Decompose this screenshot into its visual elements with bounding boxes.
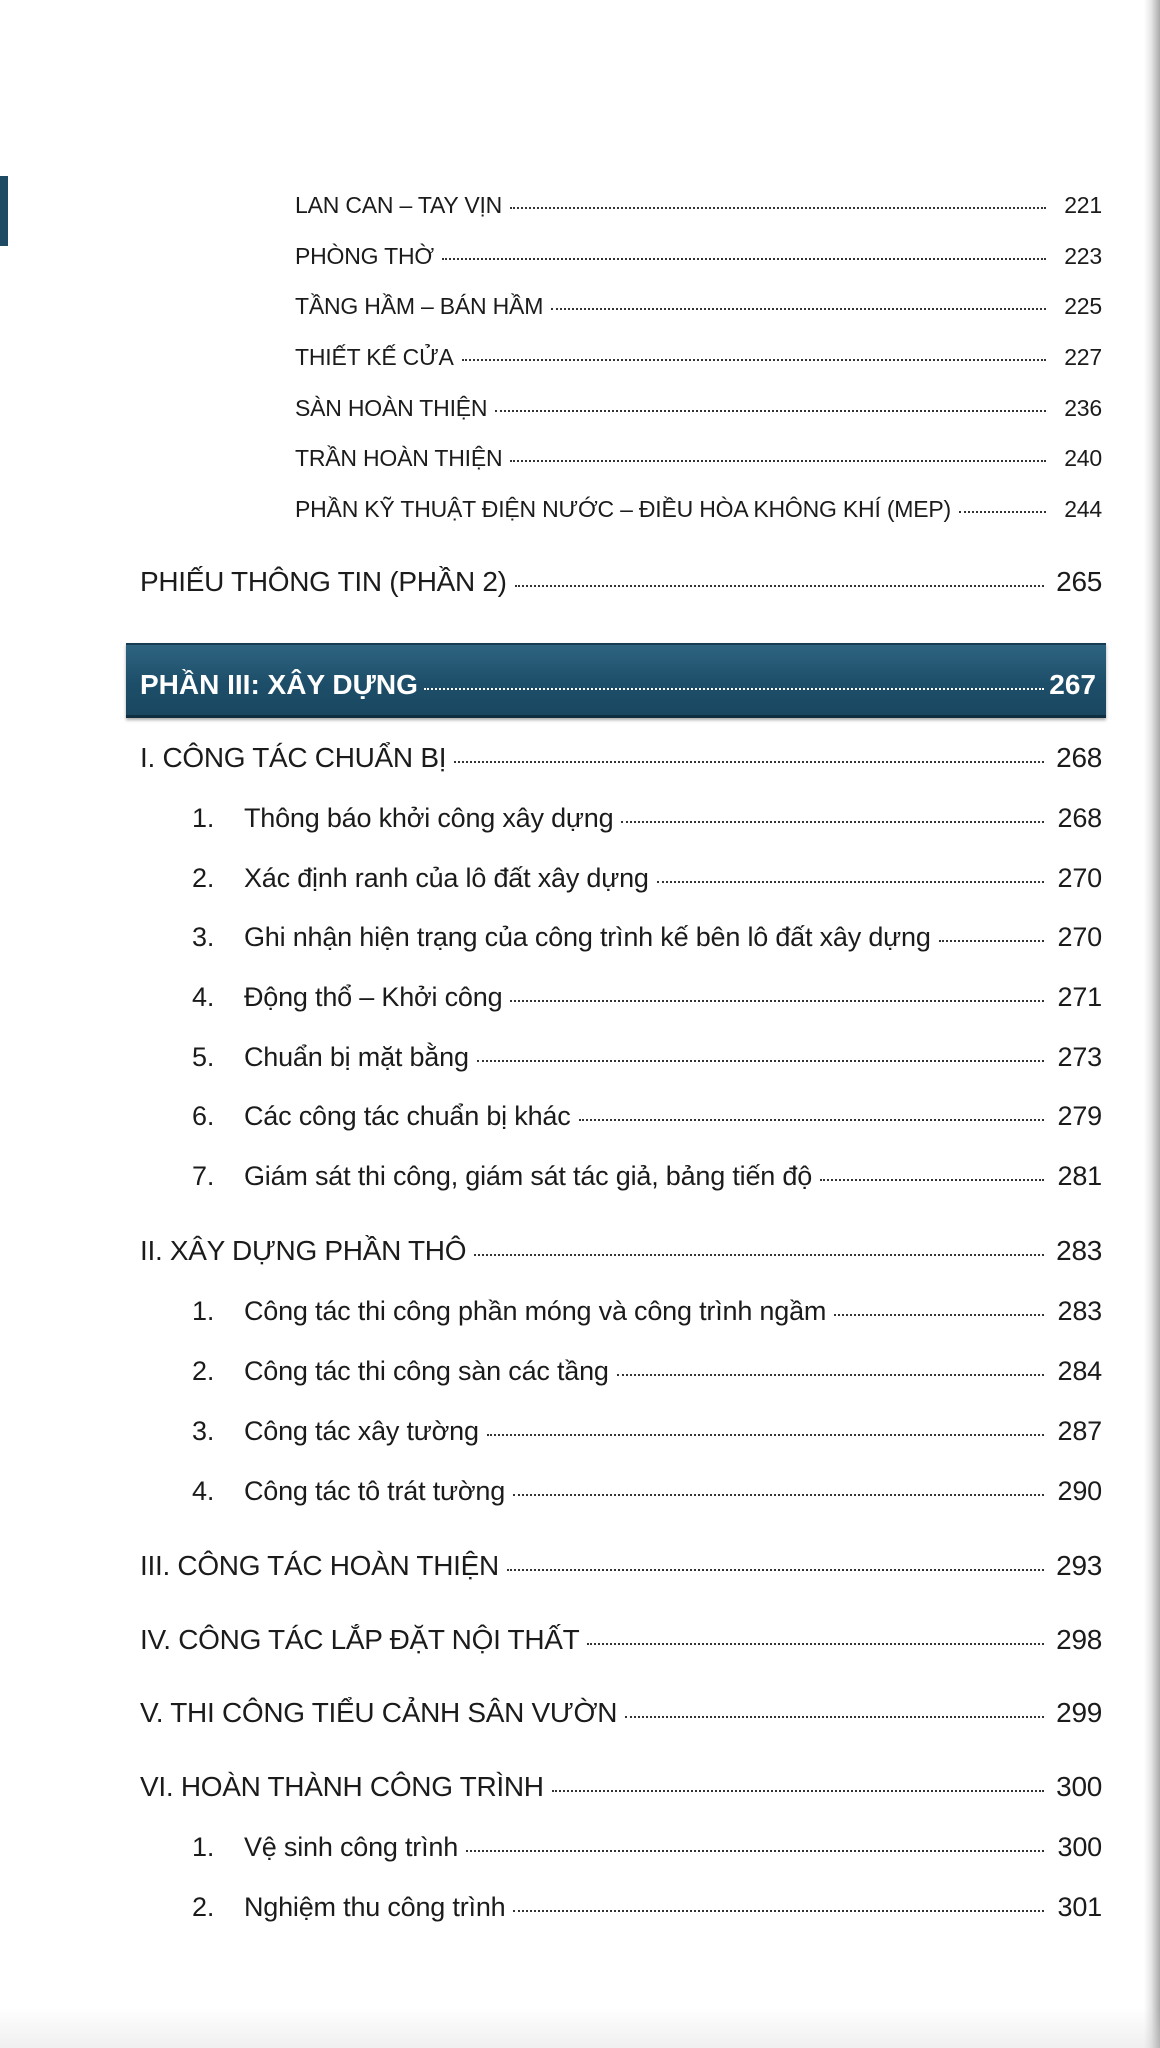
toc-entry-thiet-ke-cua[interactable]	[295, 344, 1102, 371]
toc-item-page: 268	[1057, 803, 1102, 833]
toc-item[interactable]	[192, 803, 1102, 834]
toc-item-label: Vệ sinh công trình	[244, 1832, 459, 1862]
toc-item[interactable]	[192, 1101, 1102, 1132]
toc-item-page: 287	[1057, 1416, 1102, 1446]
toc-entry-page: 265	[1056, 566, 1102, 597]
toc-section-2[interactable]	[140, 1235, 1102, 1267]
toc-item-number: 4.	[192, 982, 215, 1012]
toc-item-label: Công tác tô trát tường	[244, 1476, 506, 1506]
dot-leader	[625, 1716, 1044, 1718]
toc-entry-lan-can[interactable]	[295, 192, 1102, 219]
dot-leader	[466, 1850, 1044, 1852]
toc-item[interactable]	[192, 982, 1102, 1013]
toc-item-label: Thông báo khởi công xây dựng	[244, 803, 614, 833]
dot-leader	[510, 1000, 1044, 1002]
dot-leader	[820, 1179, 1044, 1181]
page-edge-shadow	[1144, 0, 1160, 2048]
toc-entry-label: PHẦN KỸ THUẬT ĐIỆN NƯỚC – ĐIỀU HÒA KHÔNG KHÍ (MEP)	[295, 496, 952, 522]
toc-entry-page: 236	[1064, 395, 1102, 421]
toc-entry-info-sheet[interactable]	[140, 566, 1102, 598]
toc-entry-tang-ham[interactable]	[295, 293, 1102, 320]
toc-item-number: 5.	[192, 1042, 215, 1072]
dot-leader	[552, 1790, 1044, 1792]
toc-section-page: 268	[1056, 742, 1102, 773]
toc-item-page: 281	[1057, 1161, 1102, 1191]
toc-section-5[interactable]	[140, 1697, 1102, 1729]
toc-entry-label: TẦNG HẦM – BÁN HẦM	[295, 293, 544, 319]
page-bottom-shadow	[0, 2008, 1160, 2048]
toc-item[interactable]	[192, 1356, 1102, 1387]
part-heading-page: 267	[1049, 669, 1096, 700]
toc-item-number: 1.	[192, 1296, 215, 1326]
dot-leader	[454, 761, 1044, 763]
toc-item-number: 4.	[192, 1476, 215, 1506]
toc-item[interactable]	[192, 1042, 1102, 1073]
dot-leader	[510, 460, 1046, 462]
toc-entry-label: PHIẾU THÔNG TIN (PHẦN 2)	[140, 566, 507, 597]
toc-section-1[interactable]	[140, 742, 1102, 774]
toc-item[interactable]	[192, 1161, 1102, 1192]
toc-item-number: 3.	[192, 922, 215, 952]
toc-entry-page: 225	[1064, 293, 1102, 319]
dot-leader	[495, 410, 1046, 412]
toc-item-page: 301	[1057, 1892, 1102, 1922]
toc-item-label: Chuẩn bị mặt bằng	[244, 1042, 469, 1072]
toc-item-label: Xác định ranh của lô đất xây dựng	[244, 863, 649, 893]
dot-leader	[462, 359, 1046, 361]
toc-section-page: 299	[1056, 1697, 1102, 1728]
toc-section-label: III. CÔNG TÁC HOÀN THIỆN	[140, 1550, 499, 1581]
dot-leader	[474, 1254, 1044, 1256]
toc-item-label: Các công tác chuẩn bị khác	[244, 1101, 571, 1131]
toc-item-label: Công tác thi công sàn các tầng	[244, 1356, 609, 1386]
toc-item-label: Công tác xây tường	[244, 1416, 479, 1446]
toc-item-page: 273	[1057, 1042, 1102, 1072]
toc-item-label: Nghiệm thu công trình	[244, 1892, 506, 1922]
dot-leader	[442, 258, 1046, 260]
toc-entry-san-hoan-thien[interactable]	[295, 395, 1102, 422]
part-heading-banner[interactable]	[126, 643, 1106, 718]
toc-entry-page: 223	[1064, 243, 1102, 269]
toc-item-page: 284	[1057, 1356, 1102, 1386]
toc-item-label: Động thổ – Khởi công	[244, 982, 503, 1012]
toc-section-label: II. XÂY DỰNG PHẦN THÔ	[140, 1235, 467, 1266]
toc-entry-mep[interactable]	[295, 496, 1102, 523]
dot-leader	[507, 1569, 1044, 1571]
toc-item[interactable]	[192, 1892, 1102, 1923]
toc-section-label: IV. CÔNG TÁC LẮP ĐẶT NỘI THẤT	[140, 1624, 580, 1655]
toc-item[interactable]	[192, 1476, 1102, 1507]
dot-leader	[515, 585, 1044, 587]
dot-leader	[834, 1314, 1044, 1316]
toc-item[interactable]	[192, 1296, 1102, 1327]
toc-item[interactable]	[192, 863, 1102, 894]
toc-entry-label: TRẦN HOÀN THIỆN	[295, 445, 503, 471]
toc-entry-label: SÀN HOÀN THIỆN	[295, 395, 488, 421]
toc-item-page: 270	[1057, 922, 1102, 952]
dot-leader	[513, 1910, 1044, 1912]
toc-section-4[interactable]	[140, 1624, 1102, 1656]
toc-item-label: Giám sát thi công, giám sát tác giả, bảng tiến độ	[244, 1161, 813, 1191]
toc-section-label: I. CÔNG TÁC CHUẨN BỊ	[140, 742, 447, 773]
toc-item-number: 2.	[192, 863, 215, 893]
toc-entry-page: 240	[1064, 445, 1102, 471]
part-heading-row	[140, 669, 1096, 701]
toc-section-6[interactable]	[140, 1771, 1102, 1803]
toc-entry-label: LAN CAN – TAY VỊN	[295, 192, 503, 218]
dot-leader	[510, 207, 1046, 209]
dot-leader	[477, 1060, 1044, 1062]
toc-item-page: 279	[1057, 1101, 1102, 1131]
dot-leader	[513, 1494, 1044, 1496]
toc-item-number: 1.	[192, 1832, 215, 1862]
toc-item-page: 270	[1057, 863, 1102, 893]
dot-leader	[657, 881, 1044, 883]
dot-leader	[587, 1643, 1044, 1645]
part-heading-label: PHẦN III: XÂY DỰNG	[140, 669, 418, 700]
toc-entry-page: 221	[1064, 192, 1102, 218]
toc-section-label: V. THI CÔNG TIỂU CẢNH SÂN VƯỜN	[140, 1697, 618, 1728]
toc-item-number: 2.	[192, 1892, 215, 1922]
toc-section-label: VI. HOÀN THÀNH CÔNG TRÌNH	[140, 1771, 544, 1802]
toc-item-page: 283	[1057, 1296, 1102, 1326]
toc-item-page: 300	[1057, 1832, 1102, 1862]
toc-section-page: 283	[1056, 1235, 1102, 1266]
toc-item-number: 1.	[192, 803, 215, 833]
dot-leader	[621, 821, 1044, 823]
toc-entry-page: 244	[1064, 496, 1102, 522]
toc-item-page: 271	[1057, 982, 1102, 1012]
toc-item[interactable]	[192, 922, 1102, 953]
dot-leader	[551, 308, 1046, 310]
dot-leader	[487, 1434, 1044, 1436]
toc-entry-label: THIẾT KẾ CỬA	[295, 344, 454, 370]
toc-item[interactable]	[192, 1832, 1102, 1863]
toc-entry-phong-tho[interactable]	[295, 243, 1102, 270]
toc-item-number: 3.	[192, 1416, 215, 1446]
toc-section-3[interactable]	[140, 1550, 1102, 1582]
toc-item-number: 2.	[192, 1356, 215, 1386]
toc-entry-label: PHÒNG THỜ	[295, 243, 434, 269]
dot-leader	[424, 688, 1044, 690]
toc-section-page: 300	[1056, 1771, 1102, 1802]
dot-leader	[959, 511, 1046, 513]
toc-item-label: Công tác thi công phần móng và công trình ngầm	[244, 1296, 827, 1326]
toc-item[interactable]	[192, 1416, 1102, 1447]
toc-section-page: 298	[1056, 1624, 1102, 1655]
toc-item-label: Ghi nhận hiện trạng của công trình kế bên lô đất xây dựng	[244, 922, 931, 952]
dot-leader	[617, 1374, 1044, 1376]
toc-entry-page: 227	[1064, 344, 1102, 370]
dot-leader	[579, 1119, 1045, 1121]
dot-leader	[939, 940, 1044, 942]
toc-item-number: 6.	[192, 1101, 215, 1131]
toc-entry-tran-hoan-thien[interactable]	[295, 445, 1102, 472]
toc-section-page: 293	[1056, 1550, 1102, 1581]
toc-item-page: 290	[1057, 1476, 1102, 1506]
toc-item-number: 7.	[192, 1161, 215, 1191]
